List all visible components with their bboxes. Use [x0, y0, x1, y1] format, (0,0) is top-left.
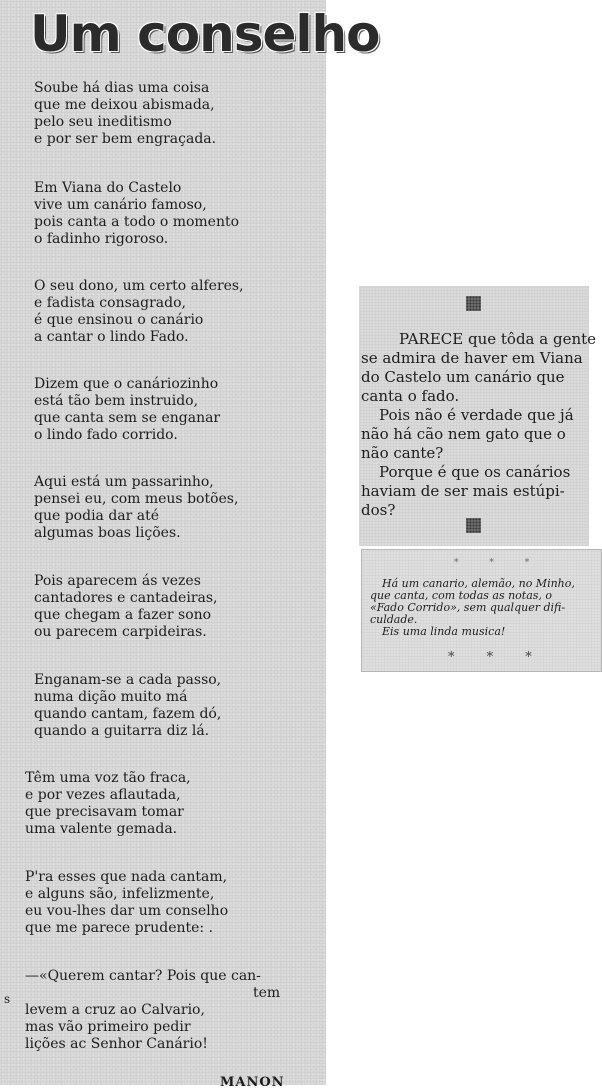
note-line: culdade.	[370, 613, 418, 626]
poem-line: o fadinho rigoroso.	[34, 231, 169, 247]
poem-line: é que ensinou o canário	[34, 312, 204, 328]
poem-line: Soube há dias uma coisa	[34, 80, 210, 96]
poem-line: algumas boas lições.	[34, 525, 181, 541]
ornament-square-icon	[466, 296, 481, 311]
poem-stanza-3	[34, 278, 244, 346]
poem-line: Pois aparecem ás vezes	[34, 573, 201, 589]
poem-line: Têm uma voz tão fraca,	[25, 770, 191, 786]
poem-line: que precisavam tomar	[25, 804, 184, 820]
poem-line: ou parecem carpideiras.	[34, 624, 207, 640]
poem-line: mas vão primeiro pedir	[25, 1019, 191, 1035]
poem-line: tem	[253, 985, 281, 1001]
poem-line: Em Viana do Castelo	[34, 180, 182, 196]
poem-line: pensei eu, com meus botões,	[34, 491, 239, 507]
clipping-line: PARECE que tôda a gente	[399, 330, 597, 348]
note-line: que canta, com todas as notas, o	[370, 589, 553, 602]
poem-stanza-2	[34, 180, 239, 248]
clipping-line: dos?	[361, 501, 396, 519]
poem-stanza-8	[25, 770, 191, 838]
poem-line: o lindo fado corrido.	[34, 427, 178, 443]
poem-stanza-5	[34, 474, 238, 542]
poem-line: levem a cruz ao Calvario,	[25, 1002, 205, 1018]
clipping-line: Pois não é verdade que já	[379, 406, 574, 424]
poem-line: pelo seu ineditismo	[34, 114, 172, 130]
note-line: Eis uma linda musica!	[382, 625, 506, 638]
clipping-paragraph-2	[361, 406, 587, 463]
poem-line: pois canta a todo o momento	[34, 214, 240, 230]
clipping-line: do Castelo um canário que	[361, 368, 565, 386]
poem-line: que canta sem se enganar	[34, 410, 221, 426]
clipping-line: Porque é que os canários	[379, 463, 571, 481]
poem-line: Enganam-se a cada passo,	[34, 672, 222, 688]
clipping-article	[359, 286, 597, 546]
poem-stanza-10	[25, 968, 280, 1053]
poem-line: P'ra esses que nada cantam,	[25, 869, 228, 885]
clipping-paragraph-1	[361, 330, 597, 406]
poem-line: está tão bem instruido,	[34, 393, 199, 409]
poem-stanza-9	[25, 869, 228, 937]
poem-line: que me deixou abismada,	[34, 97, 215, 113]
poem-stanza-1	[34, 80, 216, 148]
poem-line: Dizem que o canáriozinho	[34, 376, 219, 392]
poem-line: e fadista consagrado,	[34, 295, 186, 311]
poem-line: quando cantam, fazem dó,	[34, 706, 222, 722]
clipping-note	[361, 549, 602, 672]
poem-line: quando a guitarra diz lá.	[34, 723, 210, 739]
clipping-paragraph-3	[361, 463, 587, 520]
poem-line: e por vezes aflautada,	[25, 787, 181, 803]
margin-mark: s	[4, 992, 11, 1006]
poem-line: cantadores e cantadeiras,	[34, 590, 218, 606]
clipping-line: não há cão nem gato que o	[361, 425, 566, 443]
poem-line: vive um canário famoso,	[34, 197, 207, 213]
clipping-line: haviam de ser mais estúpi-	[361, 482, 565, 500]
poem-line: a cantar o lindo Fado.	[34, 329, 189, 345]
poem-line: e por ser bem engraçada.	[34, 131, 217, 147]
poem-stanza-7	[34, 672, 221, 740]
clipping-line: canta o fado.	[361, 387, 460, 405]
note-line: «Fado Corrido», sem qualquer difi-	[370, 601, 566, 614]
poem-line: que podia dar até	[34, 508, 160, 524]
poem-line: Aqui está um passarinho,	[34, 474, 214, 490]
poem-line: lições ac Senhor Canário!	[25, 1036, 208, 1052]
poem-line: e alguns são, infelizmente,	[25, 886, 215, 902]
poem-line: numa dição muito má	[34, 689, 188, 705]
ornament-square-icon	[466, 518, 481, 533]
poem-line: O seu dono, um certo alferes,	[34, 278, 244, 294]
poem-line: —«Querem cantar? Pois que can-	[25, 968, 261, 984]
poem-signature: MANON	[220, 1075, 285, 1090]
clipping-line: se admira de haver em Viana	[361, 349, 583, 367]
poem-stanza-6	[34, 573, 218, 641]
poem-line: que chegam a fazer sono	[34, 607, 212, 623]
decorative-stars-bottom: * * *	[448, 650, 546, 665]
decorative-stars-top: * * *	[454, 558, 544, 568]
clipping-line: não cante?	[361, 444, 444, 462]
poem-line: eu vou-lhes dar um conselho	[25, 903, 229, 919]
note-line: Há um canario, alemão, no Minho,	[382, 577, 575, 590]
poem-stanza-4	[34, 376, 220, 444]
poem-title: Um conselho	[30, 5, 380, 63]
poem-line: uma valente gemada.	[25, 821, 178, 837]
poem-line: que me parece prudente: .	[25, 920, 214, 936]
note-text	[370, 578, 598, 638]
